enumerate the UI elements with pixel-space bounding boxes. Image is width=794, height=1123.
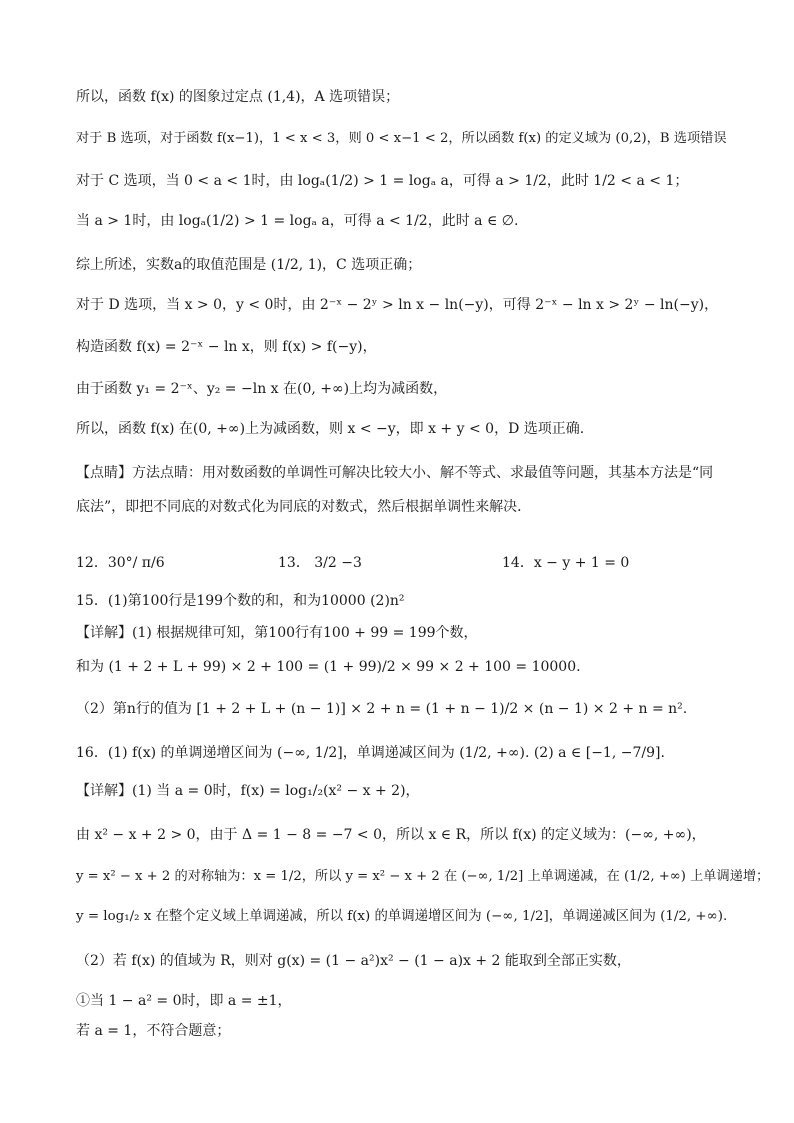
text-line: 由于函数 y₁ = 2⁻ˣ、y₂ = −ln x 在(0, +∞)上均为减函数， (76, 381, 448, 397)
answer-q12: 12．30°/ π/6 (76, 555, 165, 571)
solution-line: y = x² − x + 2 的对称轴为：x = 1/2，所以 y = x² − x + 2 在 (−∞, 1/2] 上单调递减，在 (1/2, +∞) 上单调递增； (76, 869, 770, 884)
solution-line: 若 a = 1，不符合题意； (76, 1023, 231, 1039)
solution-line: 由 x² − x + 2 > 0，由于 Δ = 1 − 8 = −7 < 0，所以 x ∈ R，所以 f(x) 的定义域为：(−∞, +∞)， (76, 827, 706, 843)
solution-line: （2）若 f(x) 的值域为 R，则对 g(x) = (1 − a²)x² − (1 − a)x + 2 能取到全部正实数， (76, 953, 631, 969)
text-line: 对于 D 选项，当 x > 0，y < 0时，由 2⁻ˣ − 2ʸ > ln x − ln(−y)，可得 2⁻ˣ − ln x > 2ʸ − ln(−y)， (76, 297, 719, 313)
text-line: 对于 B 选项，对于函数 f(x−1)，1 < x < 3，则 0 < x−1 < 2，所以函数 f(x) 的定义域为 (0,2)，B 选项错误 (76, 131, 727, 146)
solution-line: （2）第n行的值为 [1 + 2 + L + (n − 1)] × 2 + n = (1 + n − 1)/2 × (n − 1) × 2 + n = n². (76, 701, 688, 717)
answer-q13: 13． 3/2 −3 (278, 555, 362, 571)
solution-line: ①当 1 − a² = 0时，即 a = ±1， (76, 993, 292, 1009)
text-line: 综上所述，实数a的取值范围是 (1/2, 1)，C 选项正确； (76, 257, 422, 273)
answer-q15: 15．(1)第100行是199个数的和，和为10000 (2)n² (76, 593, 405, 609)
text-line: 对于 C 选项，当 0 < a < 1时，由 logₐ(1/2) > 1 = logₐ a，可得 a > 1/2，此时 1/2 < a < 1； (76, 173, 689, 189)
answer-q16: 16．(1) f(x) 的单调递增区间为 (−∞, 1/2]，单调递减区间为 (1/2, +∞). (2) a ∈ [−1, −7/9]. (76, 745, 665, 761)
answer-q14: 14．x − y + 1 = 0 (502, 555, 630, 571)
text-line: 所以，函数 f(x) 在(0, +∞)上为减函数，则 x < −y，即 x + y < 0，D 选项正确. (76, 421, 585, 437)
text-line: 构造函数 f(x) = 2⁻ˣ − ln x，则 f(x) > f(−y)， (76, 339, 377, 355)
solution-line: 【详解】(1) 根据规律可知，第100行有100 + 99 = 199个数， (76, 625, 478, 641)
solution-line: y = log₁/₂ x 在整个定义域上单调递减，所以 f(x) 的单调递增区间为 (−∞, 1/2]，单调递减区间为 (1/2, +∞). (76, 909, 728, 924)
text-line: 所以，函数 f(x) 的图象过定点 (1,4)，A 选项错误； (76, 89, 400, 105)
solution-line: 和为 (1 + 2 + L + 99) × 2 + 100 = (1 + 99)/2 × 99 × 2 + 100 = 10000. (76, 659, 581, 675)
text-line: 当 a > 1时，由 logₐ(1/2) > 1 = logₐ a，可得 a < 1/2，此时 a ∈ ∅. (76, 213, 519, 229)
solution-line: 【详解】(1) 当 a = 0时，f(x) = log₁/₂(x² − x + 2)， (76, 783, 420, 799)
method-note: 【点睛】方法点睛：用对数函数的单调性可解决比较大小、解不等式、求最值等问题，其基本方法是“同底法”，即把不同底的对数式化为同底的对数式，然后根据单调性来解决． (76, 465, 714, 515)
